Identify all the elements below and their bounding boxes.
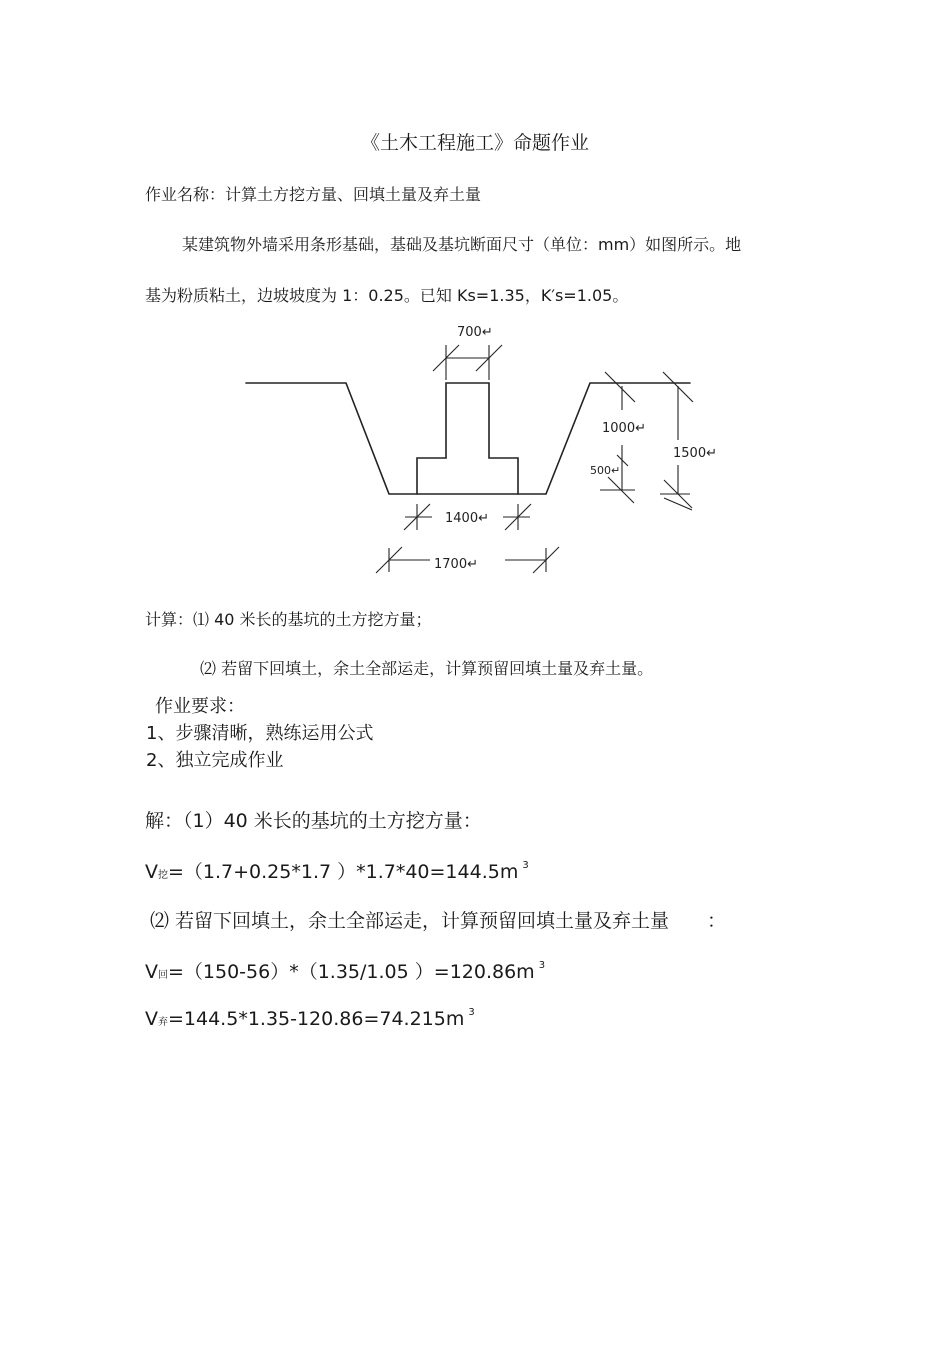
problem-statement-line-1: 某建筑物外墙采用条形基础，基础及基坑断面尺寸（单位：mm）如图所示。地 <box>182 235 742 254</box>
excavation-volume-formula: V挖=（1.7+0.25*1.7 ）*1.7*40=144.5m $^3$ <box>145 860 529 883</box>
calculation-item-2: ⑵ 若留下回填土，余土全部运走，计算预留回填土量及弃土量。 <box>200 659 654 678</box>
requirements-heading: 作业要求： <box>155 696 245 717</box>
calculation-item-1: 计算：⑴ 40 米长的基坑的土方挖方量； <box>145 610 432 629</box>
solution-part-2: ⑵ 若留下回填土，余土全部运走，计算预留回填土量及弃土量 ： <box>150 910 727 932</box>
footing-outline <box>417 383 518 494</box>
dimension-label-1400: 1400↵ <box>445 511 489 526</box>
requirement-item: 1、步骤清晰，熟练运用公式 <box>146 723 374 744</box>
dimension-label-1000: 1000↵ <box>602 421 646 436</box>
dimension-label-700: 700↵ <box>457 325 493 340</box>
backfill-volume-formula: V回=（150-56）*（1.35/1.05 ）=120.86m $^3$ <box>145 960 546 983</box>
foundation-pit-section-diagram <box>0 0 950 600</box>
solution-heading: 解：（1）40 米长的基坑的土方挖方量： <box>145 810 482 832</box>
document-title: 《土木工程施工》命题作业 <box>360 132 589 154</box>
assignment-name: 作业名称：计算土方挖方量、回填土量及弃土量 <box>145 185 482 204</box>
spoil-volume-formula: V弃=144.5*1.35-120.86=74.215m $^3$ <box>145 1007 475 1030</box>
trench-outline <box>246 383 690 494</box>
dimension-label-500: 500↵ <box>590 464 621 477</box>
dimension-label-1500: 1500↵ <box>673 446 717 461</box>
dimension-label-1700: 1700↵ <box>434 557 478 572</box>
problem-statement-line-2: 基为粉质粘土，边坡坡度为 1：0.25。已知 Ks=1.35，K′s=1.05。 <box>145 286 629 305</box>
requirement-item: 2、独立完成作业 <box>146 750 284 771</box>
